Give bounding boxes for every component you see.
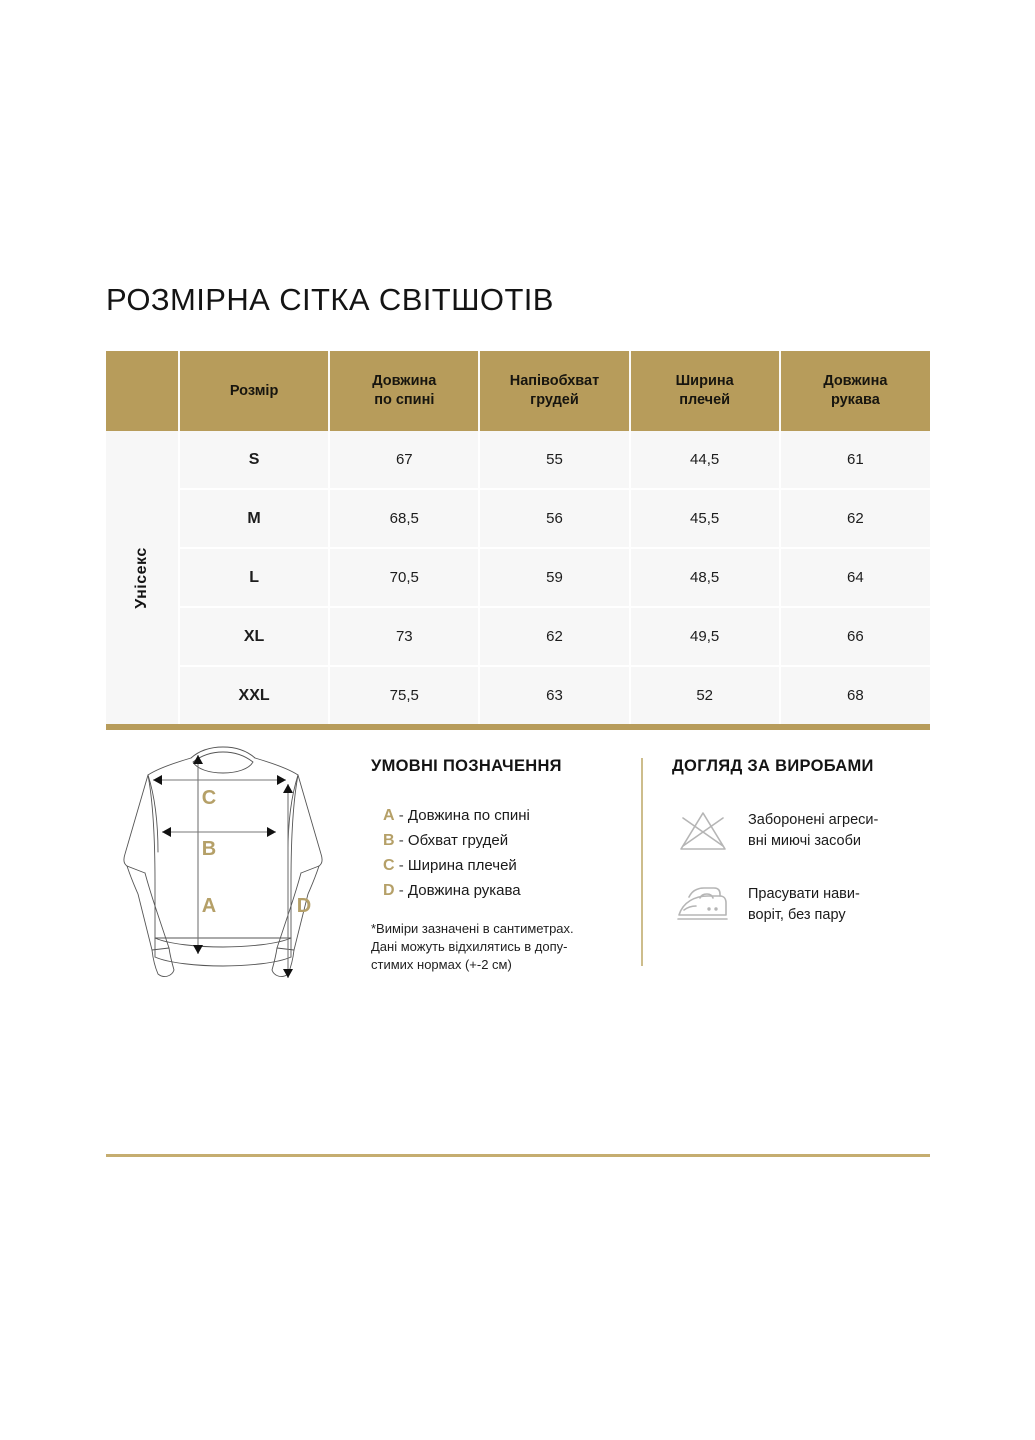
legend-dash-b: - — [398, 832, 404, 849]
legend-letter-d: D — [383, 882, 395, 899]
care-text-no-bleach — [748, 810, 878, 852]
marker-c: C — [201, 787, 217, 809]
arrow-d-bottom — [283, 969, 293, 978]
cell-size: L — [179, 548, 329, 607]
cell-sleeve-length: 66 — [780, 607, 930, 666]
cell-sleeve-length: 61 — [780, 431, 930, 489]
cell-shoulder-width: 49,5 — [630, 607, 780, 666]
legend-item-d — [383, 878, 621, 903]
iron-icon-svg — [675, 884, 731, 926]
sweatshirt-illustration-svg — [108, 742, 338, 997]
care-heading: ДОГЛЯД ЗА ВИРОБАМИ — [672, 757, 874, 775]
header-cell-half-chest — [479, 351, 629, 431]
cell-back-length: 68,5 — [329, 489, 479, 548]
legend-text-b: Обхват грудей — [407, 832, 509, 849]
footnote-line-3: стимих нормах (+-2 см) — [371, 957, 512, 972]
legend-letter-c: C — [383, 857, 395, 874]
legend-item-b — [383, 828, 621, 853]
care-iron-line-2: воріт, без пару — [748, 907, 846, 923]
gender-cell — [106, 431, 179, 724]
legend-dash-d: - — [398, 882, 404, 899]
care-item-iron — [672, 880, 942, 930]
header-cell-sleeve-length — [780, 351, 930, 431]
cell-back-length: 70,5 — [329, 548, 479, 607]
header-cell-back-length — [329, 351, 479, 431]
legend-heading: УМОВНІ ПОЗНАЧЕННЯ — [371, 757, 562, 775]
cell-sleeve-length: 68 — [780, 666, 930, 724]
size-table-body — [106, 431, 930, 724]
measurement-footnote — [371, 920, 619, 974]
table-row — [106, 548, 930, 607]
table-header-row — [106, 351, 930, 431]
cell-size: XL — [179, 607, 329, 666]
legend-letter-a: A — [383, 807, 395, 824]
section-vertical-divider — [641, 758, 643, 966]
care-no-bleach-line-2: вні миючі засоби — [748, 833, 861, 849]
no-bleach-icon-svg — [676, 808, 730, 854]
legend-text-a: Довжина по спині — [407, 807, 530, 824]
cell-size: M — [179, 489, 329, 548]
measure-letters — [202, 787, 311, 917]
header-sleeve-line2: рукава — [830, 392, 880, 408]
care-list — [672, 806, 942, 930]
legend-text-c: Ширина плечей — [407, 857, 517, 874]
cell-half-chest: 59 — [479, 548, 629, 607]
iron-icon — [672, 880, 734, 930]
marker-d: D — [296, 895, 312, 917]
legend-item-a — [383, 803, 621, 828]
legend-dash-c: - — [398, 857, 404, 874]
sweatshirt-diagram — [108, 742, 338, 997]
arrow-c-left — [153, 775, 162, 785]
cell-sleeve-length: 62 — [780, 489, 930, 548]
legend-list — [383, 803, 621, 903]
care-iron-line-1: Прасувати нави- — [748, 886, 860, 902]
arrow-b-right — [267, 827, 276, 837]
cell-back-length: 67 — [329, 431, 479, 489]
cell-back-length: 73 — [329, 607, 479, 666]
cell-shoulder-width: 52 — [630, 666, 780, 724]
footnote-line-1: *Виміри зазначені в сантиметрах. — [371, 921, 574, 936]
legend-item-c — [383, 853, 621, 878]
legend-section — [371, 757, 621, 903]
cell-sleeve-length: 64 — [780, 548, 930, 607]
measure-arrowheads — [153, 755, 293, 978]
care-no-bleach-line-1: Заборонені агреси- — [748, 812, 879, 828]
table-row — [106, 431, 930, 489]
care-section — [672, 757, 942, 954]
legend-letter-b: B — [383, 832, 395, 849]
cell-half-chest: 56 — [479, 489, 629, 548]
header-sleeve-line1: Довжина — [823, 373, 888, 390]
header-back-length-line1: Довжина — [372, 373, 437, 390]
legend-dash-a: - — [398, 807, 404, 824]
cell-shoulder-width: 44,5 — [630, 431, 780, 489]
gender-label: Унісекс — [133, 546, 150, 609]
bottom-accent-rule — [106, 1154, 930, 1157]
header-cell-shoulder-width — [630, 351, 780, 431]
footnote-line-2: Дані можуть відхилятись в допу- — [371, 939, 568, 954]
cell-shoulder-width: 48,5 — [630, 548, 780, 607]
header-half-chest-line1: Напівобхват — [509, 373, 600, 390]
cell-half-chest: 62 — [479, 607, 629, 666]
table-row — [106, 666, 930, 724]
cell-half-chest: 55 — [479, 431, 629, 489]
cell-shoulder-width: 45,5 — [630, 489, 780, 548]
table-row — [106, 489, 930, 548]
cell-size: S — [179, 431, 329, 489]
care-text-iron — [748, 884, 860, 926]
no-bleach-icon — [672, 806, 734, 856]
cell-half-chest: 63 — [479, 666, 629, 724]
measure-lines — [153, 755, 288, 978]
cell-size: XXL — [179, 666, 329, 724]
header-half-chest-line2: грудей — [530, 392, 579, 408]
header-cell-size — [179, 351, 329, 431]
size-table — [106, 351, 930, 724]
table-bottom-accent-rule — [106, 724, 930, 730]
header-cell-gender — [106, 351, 179, 431]
header-shoulder-line2: плечей — [679, 392, 731, 408]
size-table-container — [106, 351, 930, 730]
cell-back-length: 75,5 — [329, 666, 479, 724]
marker-b: B — [201, 838, 217, 860]
page-title: РОЗМІРНА СІТКА СВІТШОТІВ — [106, 282, 554, 317]
arrow-c-right — [277, 775, 286, 785]
care-item-no-bleach — [672, 806, 942, 856]
header-shoulder-line1: Ширина — [675, 373, 734, 390]
table-row — [106, 607, 930, 666]
legend-text-d: Довжина рукава — [407, 882, 521, 899]
header-back-length-line2: по спині — [374, 392, 435, 408]
arrow-d-top — [283, 784, 293, 793]
marker-a: A — [201, 895, 217, 917]
arrow-a-bottom — [193, 945, 203, 954]
arrow-b-left — [162, 827, 171, 837]
size-table-head — [106, 351, 930, 431]
header-size-line1: Розмір — [229, 382, 279, 399]
